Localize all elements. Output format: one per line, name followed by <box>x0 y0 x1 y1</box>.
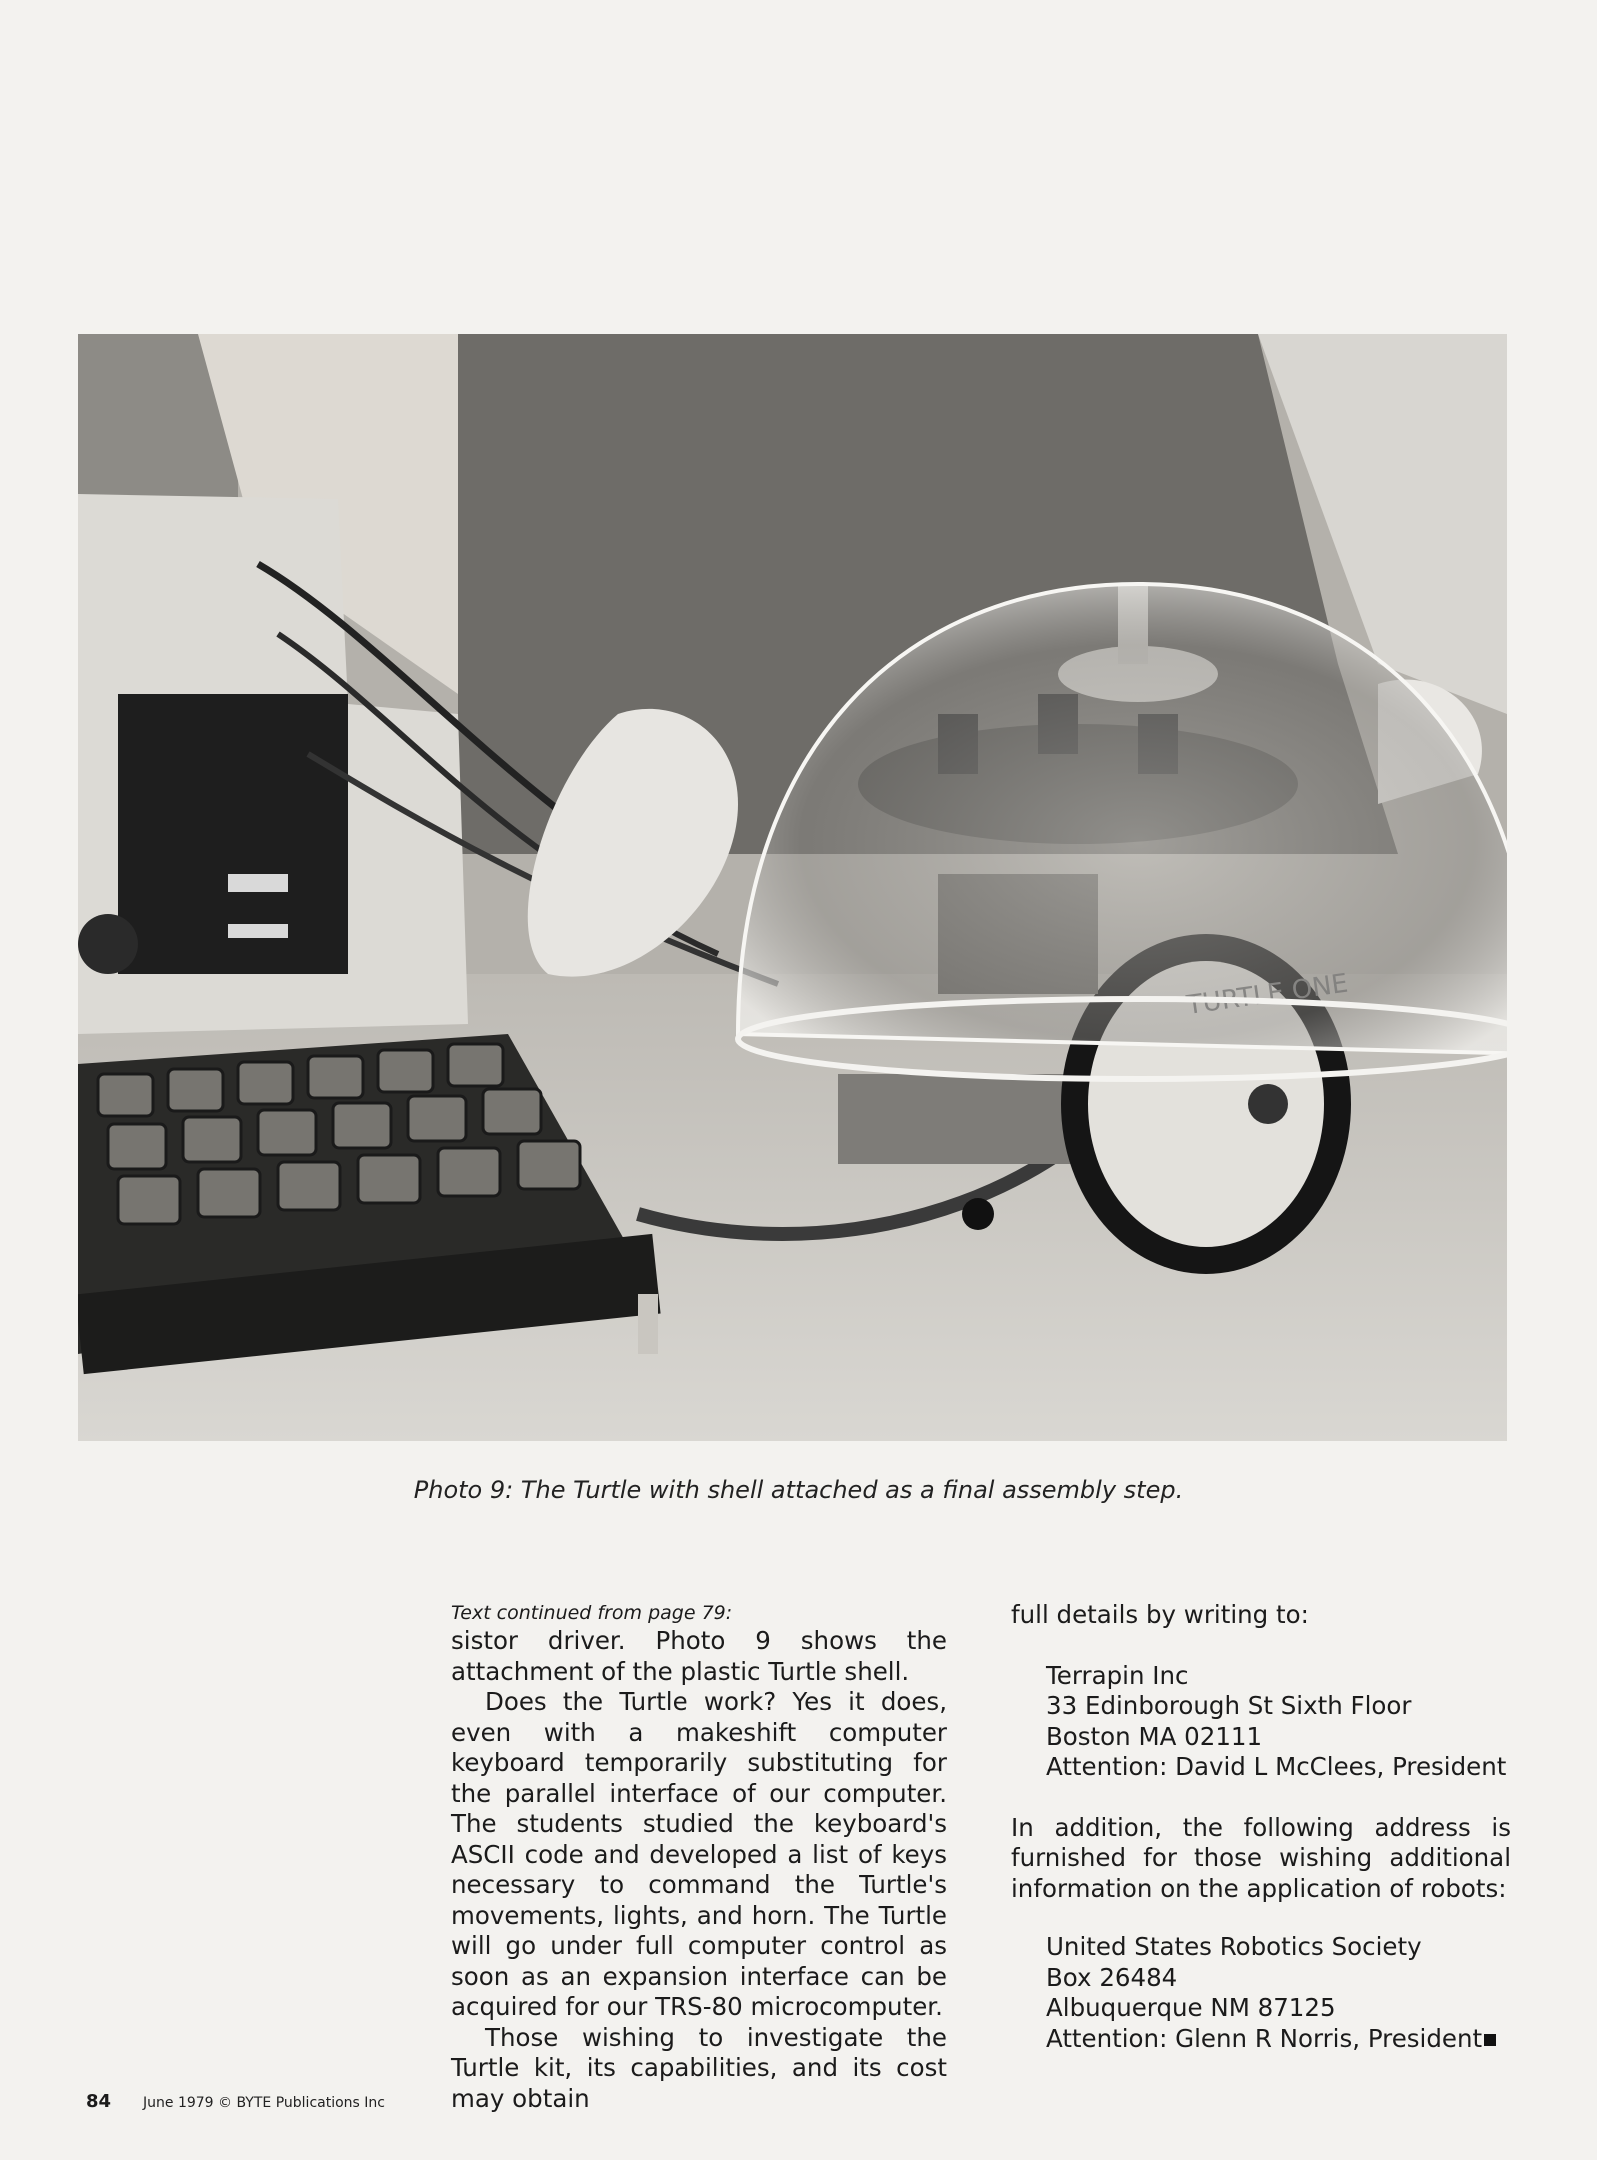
paragraph: Does the Turtle work? Yes it does, even with a makeshift computer keyboard temporarily substituting for the parallel interface of our computer. The students studied the keyboard's ASCII code and developed a list of keys necessary to command the Turtle's movements, lights, and horn. The Turtle will go under full computer control as soon as an expansion interface can be acquired for our TRS-80 microcomputer. <box>451 1687 947 2021</box>
continued-note: Text continued from page 79: <box>451 1602 733 1624</box>
right-column <box>1011 1600 1511 2054</box>
footer-line: June 1979 © BYTE Publications Inc <box>143 2095 385 2111</box>
address-line: Box 26484 <box>1046 1962 1178 1992</box>
turtle-photo <box>78 334 1507 1441</box>
paragraph: Those wishing to investigate the Turtle kit, its capabilities, and its cost may obtain <box>451 2022 947 2113</box>
address-line: 33 Edinborough St Sixth Floor <box>1046 1691 1412 1720</box>
paragraph: full details by writing to: <box>1011 1600 1309 1629</box>
address-line: Boston MA 02111 <box>1046 1721 1263 1751</box>
address-robotics-society <box>1046 1932 1511 2054</box>
address-line: Attention: Glenn R Norris, President <box>1046 2024 1511 2055</box>
address-line: Attention: David L McClees, President <box>1046 1752 1507 1781</box>
end-mark-icon <box>1484 2034 1496 2046</box>
address-terrapin <box>1046 1661 1511 1783</box>
address-line: Albuquerque NM 87125 <box>1046 1993 1336 2022</box>
left-column <box>451 1600 947 2114</box>
paragraph: sistor driver. Photo 9 shows the attachment of the plastic Turtle shell. <box>451 1626 947 1686</box>
page-number: 84 <box>86 2091 112 2112</box>
photo-caption: Photo 9: The Turtle with shell attached as a final assembly step. <box>413 1476 1184 1504</box>
paragraph: In addition, the following address is furnished for those wishing additional information on the application of robots: <box>1011 1812 1511 1903</box>
address-line: Terrapin Inc <box>1046 1660 1189 1690</box>
address-line: United States Robotics Society <box>1046 1932 1422 1961</box>
turtle-robot-photo-icon <box>78 334 1507 1441</box>
